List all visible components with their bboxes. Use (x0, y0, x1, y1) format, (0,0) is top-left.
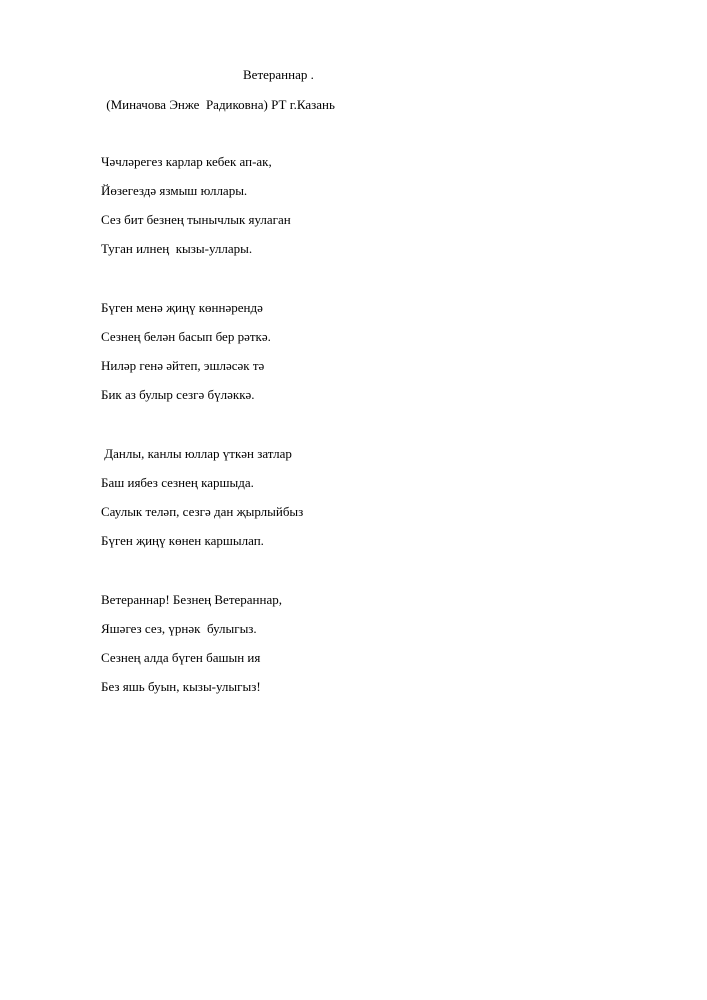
stanza (101, 154, 291, 270)
poem-line: Яшәгез сез, үрнәк булыгыз. (101, 621, 257, 636)
poem-line: Саулык теләп, сезгә дан җырлыйбыз (101, 504, 304, 519)
poem-line: Сезнең белән басып бер рәткә. (101, 329, 271, 344)
poem-line: Йөзегездә язмыш юллары. (101, 183, 248, 198)
poem-line: Туган илнең кызы-уллары. (101, 241, 253, 256)
stanza (101, 446, 303, 562)
stanza (101, 300, 271, 416)
poem-author: (Миначова Энже Радиковна) РТ г.Казань (103, 97, 335, 112)
poem-line: Чәчләрегез карлар кебек ап-ак, (101, 154, 272, 169)
poem-line: Сезнең алда бүген башын ия (101, 650, 261, 665)
poem-line: Ветераннар! Безнең Ветераннар, (101, 592, 282, 607)
poem-line: Данлы, канлы юллар үткән затлар (101, 446, 292, 461)
poem-line: Баш иябез сезнең каршыда. (101, 475, 254, 490)
poem-line: Без яшь буын, кызы-улыгыз! (101, 679, 261, 694)
poem-line: Ниләр генә әйтеп, эшләсәк тә (101, 358, 265, 373)
poem-title: Ветераннар . (243, 67, 314, 82)
poem-line: Бик аз булыр сезгә бүләккә. (101, 387, 255, 402)
poem-line: Бүген менә җиңү көннәрендә (101, 300, 263, 315)
poem-line: Бүген җиңү көнен каршылап. (101, 533, 264, 548)
stanza (101, 592, 282, 708)
poem-line: Сез бит безнең тынычлык яулаган (101, 212, 291, 227)
